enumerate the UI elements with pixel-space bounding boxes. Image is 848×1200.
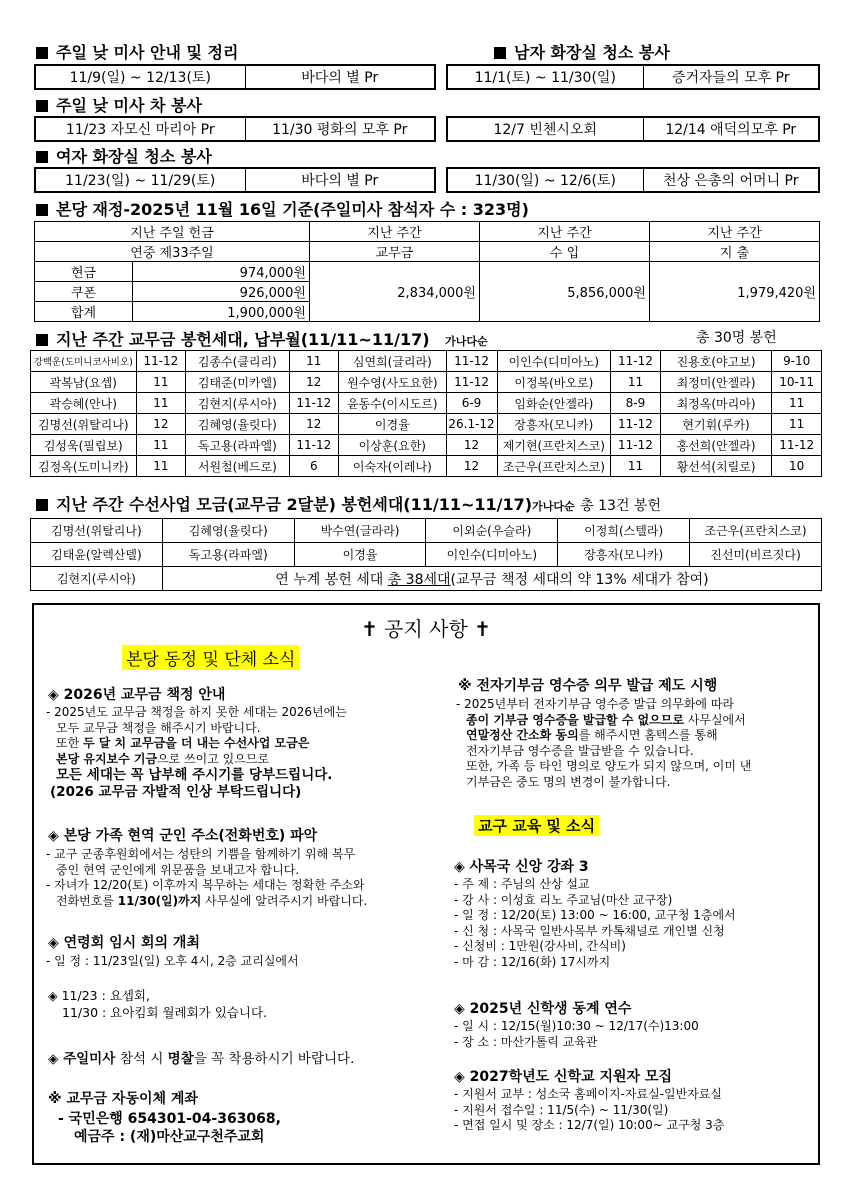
seniors-text: - 일 정 : 11/23일(일) 오후 4시, 2층 교리실에서: [46, 954, 299, 968]
finance-title: 본당 재정-2025년 11월 16일 기준(주일미사 참석자 수 : 323명): [36, 197, 529, 220]
table-row: [31, 393, 822, 414]
donor-month: 11-12: [289, 435, 339, 456]
square-bullet-icon: [36, 204, 48, 216]
seminary-heading: ◈ 2027학년도 신학교 지원자 모집: [454, 1069, 672, 1085]
repair-donor: 이정희(스텔라): [558, 519, 690, 543]
donor-month: 11: [772, 414, 822, 435]
finance-label: 합계: [35, 302, 133, 322]
donor-month: 11: [289, 351, 339, 372]
auto-transfer-text: - 국민은행 654301-04-363068, 예금주 : (재)마산교구천주교회: [58, 1111, 281, 1145]
repair-donor: 독고용(라파엘): [162, 543, 294, 567]
repair-table: [30, 518, 822, 591]
tea-service-item: 11/30 평화의 모후 Pr: [245, 117, 435, 141]
donor-month: 10: [772, 456, 822, 477]
repair-donor: 이외순(우슬라): [426, 519, 558, 543]
donor-name: 황선석(치릴로): [660, 456, 772, 477]
donor-name: 현기휘(루카): [660, 414, 772, 435]
finance-income: 5,856,000원: [480, 262, 650, 322]
finance-header: 연중 제33주일: [35, 242, 310, 262]
donors-table-body: [31, 351, 822, 477]
donor-name: 홍선희(안젤라): [660, 435, 772, 456]
donor-name: 독고용(라파엘): [186, 435, 289, 456]
donor-name: 원수영(사도요한): [339, 372, 446, 393]
donor-month: 11-12: [289, 393, 339, 414]
women-restroom-table-1: [34, 167, 436, 193]
donor-name: 이정복(바오로): [497, 372, 611, 393]
square-bullet-icon: [36, 334, 48, 346]
men-restroom-table: [446, 64, 820, 90]
donor-month: 11-12: [446, 351, 497, 372]
auto-transfer-heading: ※ 교무금 자동이체 계좌: [48, 1091, 198, 1107]
donor-name: 심연희(글리라): [339, 351, 446, 372]
tea-service-item: 12/7 빈첸시오회: [447, 117, 643, 141]
women-restroom-title: 여자 화장실 청소 봉사: [36, 144, 212, 167]
donor-month: 12: [289, 372, 339, 393]
donor-month: 26.1-12: [446, 414, 497, 435]
finance-value: 974,000원: [133, 262, 310, 282]
finance-value: 926,000원: [133, 282, 310, 302]
finance-header: 지난 주간: [650, 222, 820, 242]
women-restroom-period: 11/30(일) ~ 12/6(토): [447, 168, 643, 192]
mass-info-period: 11/9(일) ~ 12/13(토): [35, 65, 245, 89]
table-row: [31, 543, 822, 567]
repair-donor: 김태윤(알렉산델): [31, 543, 163, 567]
donor-month: 8-9: [611, 393, 661, 414]
donor-month: 9-10: [772, 351, 822, 372]
donor-name: 강백운(도미니코사비오): [31, 351, 137, 372]
mass-info-title: 주일 낮 미사 안내 및 정리: [36, 40, 238, 63]
repair-total: 총 13건 봉헌: [580, 498, 661, 514]
parish-news-heading: 본당 동정 및 단체 소식: [122, 645, 299, 670]
donors-table: [30, 350, 822, 477]
donors-title: 지난 주간 교무금 봉헌세대, 납부월(11/11~11/17) 가나다순: [36, 327, 488, 350]
receipt-heading: ※ 전자기부금 영수증 의무 발급 제도 시행: [458, 678, 718, 694]
notice-box: [32, 603, 820, 1165]
retreat-heading: ◈ 2025년 신학생 동계 연수: [454, 1001, 632, 1017]
finance-header: 지난 주일 헌금: [35, 222, 310, 242]
table-row: [31, 414, 822, 435]
donor-name: 서원철(베드로): [186, 456, 289, 477]
donor-name: 이경율: [339, 414, 446, 435]
diocese-news-heading: 교구 교육 및 소식: [474, 815, 599, 836]
square-bullet-icon: [36, 151, 48, 163]
table-row: [31, 519, 822, 543]
men-restroom-group: 증거자들의 모후 Pr: [643, 65, 819, 89]
lecture-text: - 주 제 : 주님의 산상 설교 - 강 사 : 이성효 리노 주교님(마산 교구장) - 일 정 : 12/20(토) 13:00 ~ 16:00, 교구청 1층에서 - 신 청 : 사목국 일반사목부 카톡채널로 개인별 신청 - 신청비 : 1만원(강사비, 간식비) - 마 감 : 12/16(화) 17시까지: [454, 877, 736, 969]
finance-label: 현금: [35, 262, 133, 282]
repair-donor: 이경율: [294, 543, 426, 567]
donor-month: 11-12: [611, 435, 661, 456]
women-restroom-group: 바다의 별 Pr: [245, 168, 435, 192]
dues-heading: ◈ 2026년 교무금 책정 안내: [48, 687, 226, 703]
finance-header: 수 입: [480, 242, 650, 262]
military-text: - 교구 군종후원회에서는 성탄의 기쁨을 함께하기 위해 복무 중인 현역 군인에게 위문품을 보내고자 합니다. - 자녀가 12/20(토) 이후까지 복무하는 세대는 정확한 주소와 전화번호를 11/30(일)까지 사무실에 알려주시기 바랍니다.: [46, 847, 368, 908]
repair-donor: 이인수(디미아노): [426, 543, 558, 567]
donor-month: 11-12: [446, 372, 497, 393]
donor-name: 김종수(클리리): [186, 351, 289, 372]
repair-donor: 조근우(프란치스코): [690, 519, 822, 543]
lecture-heading: ◈ 사목국 신앙 강좌 3: [454, 859, 589, 875]
square-bullet-icon: [36, 47, 48, 59]
donor-month: 12: [446, 435, 497, 456]
donor-name: 김현지(루시아): [186, 393, 289, 414]
finance-header: 교무금: [310, 242, 480, 262]
seniors-heading: ◈ 연령회 임시 회의 개최: [48, 935, 200, 951]
donor-month: 11: [136, 435, 186, 456]
finance-header: 지난 주간: [310, 222, 480, 242]
repair-donor: 진선미(비르짓다): [690, 543, 822, 567]
finance-expense: 1,979,420원: [650, 262, 820, 322]
finance-value: 1,900,000원: [133, 302, 310, 322]
donor-name: 곽승혜(안나): [31, 393, 137, 414]
table-row: [31, 351, 822, 372]
table-row: [31, 567, 822, 591]
donor-name: 이상훈(요한): [339, 435, 446, 456]
donor-month: 11-12: [772, 435, 822, 456]
tea-service-title: 주일 낮 미사 차 봉사: [36, 93, 202, 116]
donor-name: 이숙자(이레나): [339, 456, 446, 477]
donor-name: 장흥자(모니카): [497, 414, 611, 435]
repair-summary: 연 누계 봉헌 세대 총 38세대(교무금 책정 세대의 약 13% 세대가 참여): [162, 567, 821, 591]
donor-month: 12: [136, 414, 186, 435]
donor-name: 진용호(야고보): [660, 351, 772, 372]
men-restroom-period: 11/1(토) ~ 11/30(일): [447, 65, 643, 89]
dues-text: - 2025년도 교무금 책정을 하지 못한 세대는 2026년에는 모두 교무금 책정을 해주시기 바랍니다. 또한 두 달 치 교무금을 더 내는 수선사업 모금은 본당 유지보수 기금으로 쓰이고 있으므로 모든 세대는 꼭 납부해 주시기를 당부드립니다. (2026 교무금 자발적 인상 부탁드립니다): [46, 705, 347, 800]
notice-title: ✝ 공지 사항 ✝: [361, 617, 491, 641]
donor-name: 김명선(위탈리나): [31, 414, 137, 435]
tea-service-item: 11/23 자모신 마리아 Pr: [35, 117, 245, 141]
finance-header: 지난 주간: [480, 222, 650, 242]
finance-label: 쿠폰: [35, 282, 133, 302]
repair-donor: 김혜영(율릿다): [162, 519, 294, 543]
repair-donor: 김명선(위탈리나): [31, 519, 163, 543]
square-bullet-icon: [494, 47, 506, 59]
table-row: [31, 372, 822, 393]
repair-donor: 박수연(글라라): [294, 519, 426, 543]
donor-month: 11-12: [136, 351, 186, 372]
donor-month: 11: [136, 456, 186, 477]
donor-month: 11: [611, 372, 661, 393]
donor-month: 12: [289, 414, 339, 435]
finance-dues: 2,834,000원: [310, 262, 480, 322]
donor-name: 김태준(미카엘): [186, 372, 289, 393]
donor-name: 김정옥(도미니카): [31, 456, 137, 477]
donor-name: 이인수(디미아노): [497, 351, 611, 372]
women-restroom-group: 천상 은총의 어머니 Pr: [643, 168, 819, 192]
donor-name: 김혜영(율릿다): [186, 414, 289, 435]
women-restroom-table-2: [446, 167, 820, 193]
finance-header: 지 출: [650, 242, 820, 262]
repair-donor: 장흥자(모니카): [558, 543, 690, 567]
donor-month: 11: [611, 456, 661, 477]
receipt-text: - 2025년부터 전자기부금 영수증 발급 의무화에 따라 종이 기부금 영수증을 발급할 수 없으므로 사무실에서 연말정산 간소화 동의를 해주시면 홈텍스를 통해 전자기부금 영수증을 발급받을 수 있습니다. 또한, 가족 등 타인 명의로 양도가 되지 않으며, 이미 낸 기부금은 중도 명의 변경이 불가합니다.: [456, 697, 752, 789]
repair-donor: 김현지(루시아): [31, 567, 163, 591]
table-row: [31, 435, 822, 456]
donor-name: 제기현(프란치스코): [497, 435, 611, 456]
retreat-text: - 일 시 : 12/15(월)10:30 ~ 12/17(수)13:00 - 장 소 : 마산가톨릭 교육관: [454, 1019, 699, 1049]
finance-table: [34, 221, 820, 322]
donor-name: 최정미(안젤라): [660, 372, 772, 393]
name-tag-notice: ◈ 주일미사 참석 시 명찰을 꼭 착용하시기 바랍니다.: [48, 1051, 355, 1067]
square-bullet-icon: [36, 499, 48, 511]
seminary-text: - 지원서 교부 : 성소국 홈페이지-자료실-일반자료실 - 지원서 접수일 : 11/5(수) ~ 11/30(일) - 면접 일시 및 장소 : 12/7(일) 10:00~ 교구청 3층: [454, 1087, 725, 1132]
men-restroom-title: 남자 화장실 청소 봉사: [494, 40, 670, 63]
donor-month: 11: [136, 372, 186, 393]
tea-service-table-2: [446, 116, 820, 142]
tea-service-table-1: [34, 116, 436, 142]
donor-month: 11-12: [611, 351, 661, 372]
donor-month: 6-9: [446, 393, 497, 414]
donor-month: 10-11: [772, 372, 822, 393]
table-row: [31, 456, 822, 477]
donor-name: 곽복남(요셉): [31, 372, 137, 393]
donor-month: 12: [446, 456, 497, 477]
military-heading: ◈ 본당 가족 현역 군인 주소(전화번호) 파악: [48, 828, 318, 844]
square-bullet-icon: [36, 100, 48, 112]
repair-order: 가나다순: [532, 500, 575, 513]
repair-title: 지난 주간 수선사업 모금(교무금 2달분) 봉헌세대(11/11~11/17)가나다순 총 13건 봉헌: [36, 492, 661, 515]
mass-info-group: 바다의 별 Pr: [245, 65, 435, 89]
donors-order: 가나다순: [445, 335, 488, 348]
women-restroom-period: 11/23(일) ~ 11/29(토): [35, 168, 245, 192]
mass-info-table: [34, 64, 436, 90]
donor-name: 윤동수(이시도르): [339, 393, 446, 414]
donor-name: 임화순(안젤라): [497, 393, 611, 414]
donor-month: 11-12: [611, 414, 661, 435]
donors-total: 총 30명 봉헌: [696, 330, 777, 346]
tea-service-item: 12/14 애덕의모후 Pr: [643, 117, 819, 141]
donor-name: 최정옥(마리아): [660, 393, 772, 414]
donor-month: 11: [772, 393, 822, 414]
donor-name: 조근우(프란치스코): [497, 456, 611, 477]
donor-month: 6: [289, 456, 339, 477]
meetings-text: ◈ 11/23 : 요셉회, 11/30 : 요아킴회 월례회가 있습니다.: [48, 988, 268, 1020]
donor-month: 11: [136, 393, 186, 414]
donor-name: 김성욱(필립보): [31, 435, 137, 456]
